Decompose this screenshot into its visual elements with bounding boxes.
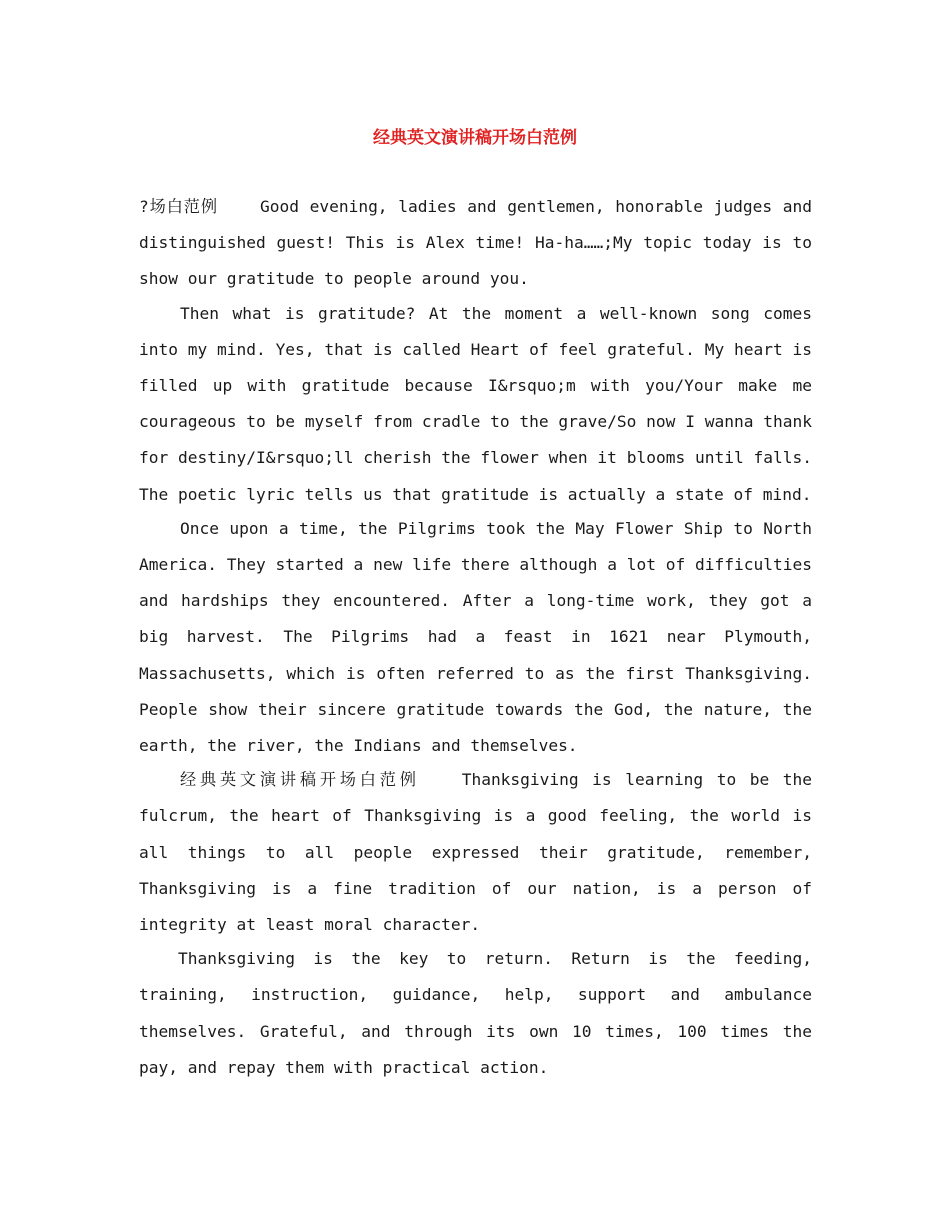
paragraph-1 [139, 189, 812, 298]
paragraph-5-text: Thanksgiving is the key to return. Return is the feeding, training, instruction, guidance, help, support and ambulance themselves. Grateful, and through its own 10 times, 100 times the pay, and repay them with practical action. [139, 949, 812, 1077]
paragraph-3-text: Once upon a time, the Pilgrims took the May Flower Ship to North America. They started a new life there although a lot of difficulties and hardships they encountered. After a long-time work, they got a big harvest. The Pilgrims had a feast in 1621 near Plymouth, Massachusetts, which is often referred to as the first Thanksgiving. People show their sincere gratitude towards the God, the nature, the earth, the river, the Indians and themselves. [139, 518, 812, 756]
document-title: 经典英文演讲稿开场白范例 [373, 128, 577, 148]
document-body [139, 189, 812, 1084]
paragraph-2 [139, 296, 812, 513]
paragraph-2-text: Then what is gratitude? At the moment a well-known song comes into my mind. Yes, that is called Heart of feel grateful. My heart is filled up with gratitude because I&rsquo;m with you/Your make me courageous to be myself from cradle to the grave/So now I wanna thank for destiny/I&rsquo;ll cherish the flower when it blooms until falls. The poetic lyric tells us that gratitude is actually a state of mind. [139, 303, 812, 504]
paragraph-4 [139, 762, 812, 943]
paragraph-1-lead: ?场白范例 [139, 197, 218, 216]
paragraph-5 [139, 941, 812, 1086]
paragraph-4-lead: 经典英文演讲稿开场白范例 [180, 770, 420, 790]
paragraph-4-text: Thanksgiving is learning to be the fulcrum, the heart of Thanksgiving is a good feeling, the world is all things to all people expressed their gratitude, remember, Thanksgiving is a fine tradition of our nation, is a person of integrity at least moral character. [139, 770, 812, 935]
paragraph-1-text: Good evening, ladies and gentlemen, honorable judges and distinguished guest! This is Alex time! Ha-ha……;My topic today is to show our gratitude to people around you. [139, 197, 812, 289]
paragraph-3 [139, 511, 812, 764]
